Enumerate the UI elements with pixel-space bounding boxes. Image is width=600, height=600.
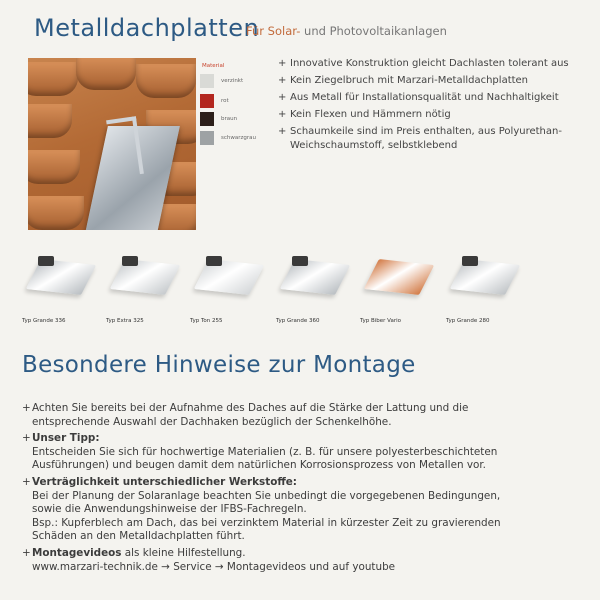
- legend-swatch: [200, 94, 214, 108]
- plus-icon: +: [278, 58, 287, 69]
- page-subtitle: [246, 24, 447, 38]
- plus-icon: +: [278, 92, 287, 103]
- page-title: Metalldachplatten: [34, 14, 260, 42]
- feature-item: + Kein Flexen und Hämmern nötig: [278, 109, 451, 120]
- note-item: + Unser Tipp: Entscheiden Sie sich für hochwertige Materialien (z. B. für unsere polyesterbeschichteten Ausführungen) und beugen damit dem natürlichen Korrosionsprozess von Metallen vor.: [22, 432, 582, 473]
- product-thumbnail: [360, 250, 440, 330]
- product-name: Typ Grande 280: [446, 318, 490, 324]
- hook-icon: [38, 256, 54, 266]
- product-name: Typ Biber Vario: [360, 318, 402, 324]
- feature-item: + Kein Ziegelbruch mit Marzari-Metalldachplatten: [278, 75, 529, 86]
- product-thumbnail: [276, 250, 356, 330]
- product-name: Typ Ton 255: [190, 318, 223, 324]
- product-plate-image: [280, 259, 350, 295]
- plus-icon: +: [278, 109, 287, 120]
- subtitle-prefix: Für Solar-: [246, 24, 301, 38]
- mounting-notes: [22, 402, 582, 577]
- legend-label: braun: [221, 116, 238, 122]
- plus-icon: +: [22, 475, 31, 488]
- feature-item: + Aus Metall für Installationsqualität und Nachhaltigkeit: [278, 92, 559, 103]
- product-thumbnail: [190, 250, 270, 330]
- product-name: Typ Grande 360: [276, 318, 320, 324]
- product-thumbnail: [22, 250, 102, 330]
- legend-label: schwarzgrau: [221, 135, 257, 141]
- plus-icon: +: [22, 432, 31, 445]
- feature-list: [278, 57, 588, 156]
- product-plate-image: [110, 259, 180, 295]
- plus-icon: +: [278, 75, 287, 86]
- video-link-path: www.marzari-technik.de → Service → Montagevideos und auf youtube: [32, 560, 396, 573]
- note-heading: Verträglichkeit unterschiedlicher Werkstoffe:: [32, 475, 297, 488]
- plus-icon: +: [22, 402, 31, 414]
- legend-swatch: [200, 131, 214, 145]
- product-thumbnail: [446, 250, 526, 330]
- legend-swatch: [200, 112, 214, 126]
- product-plate-image: [450, 259, 520, 295]
- product-name: Typ Grande 336: [22, 318, 66, 324]
- hook-icon: [206, 256, 222, 266]
- hook-icon: [292, 256, 308, 266]
- product-thumbnail: [106, 250, 186, 330]
- note-heading: Montagevideos: [32, 546, 122, 559]
- note-heading: Unser Tipp:: [32, 432, 100, 445]
- feature-item: + Schaumkeile sind im Preis enthalten, aus Polyurethan-Weichschaumstoff, selbstklebend: [278, 126, 562, 151]
- product-plate-image: [364, 259, 434, 295]
- subtitle-rest: und Photovoltaikanlagen: [300, 24, 447, 38]
- roof-plate-photo: [28, 58, 196, 230]
- legend-heading: Material: [202, 63, 225, 69]
- section-title: Besondere Hinweise zur Montage: [22, 352, 416, 378]
- hook-icon: [462, 256, 478, 266]
- note-item: + Achten Sie bereits bei der Aufnahme des Daches auf die Stärke der Lattung und die entsprechende Auswahl der Dachhaken bezüglich der Schenkelhöhe.: [22, 402, 469, 428]
- product-plate-image: [194, 259, 264, 295]
- plus-icon: +: [278, 126, 287, 137]
- legend-label: verzinkt: [221, 78, 244, 84]
- legend-swatch: [200, 74, 214, 88]
- feature-item: + Innovative Konstruktion gleicht Dachlasten tolerant aus: [278, 58, 569, 69]
- product-name: Typ Extra 325: [106, 318, 144, 324]
- product-plate-image: [26, 259, 96, 295]
- plus-icon: +: [22, 546, 31, 559]
- legend-label: rot: [221, 98, 229, 104]
- note-item: + Montagevideos als kleine Hilfestellung. www.marzari-technik.de → Service → Montagevideos und auf youtube: [22, 547, 582, 574]
- hook-icon: [122, 256, 138, 266]
- note-item: + Verträglichkeit unterschiedlicher Werkstoffe: Bei der Planung der Solaranlage beachten Sie unbedingt die vorgegebenen Bedingungen, sowie die Anwendungshinweise der IFBS-Fachregeln. Bsp.: Kupferblech am Dach, das bei verzinktem Material in kürzester Zeit zu gravierenden Schäden an den Metalldachplatten führt.: [22, 476, 582, 544]
